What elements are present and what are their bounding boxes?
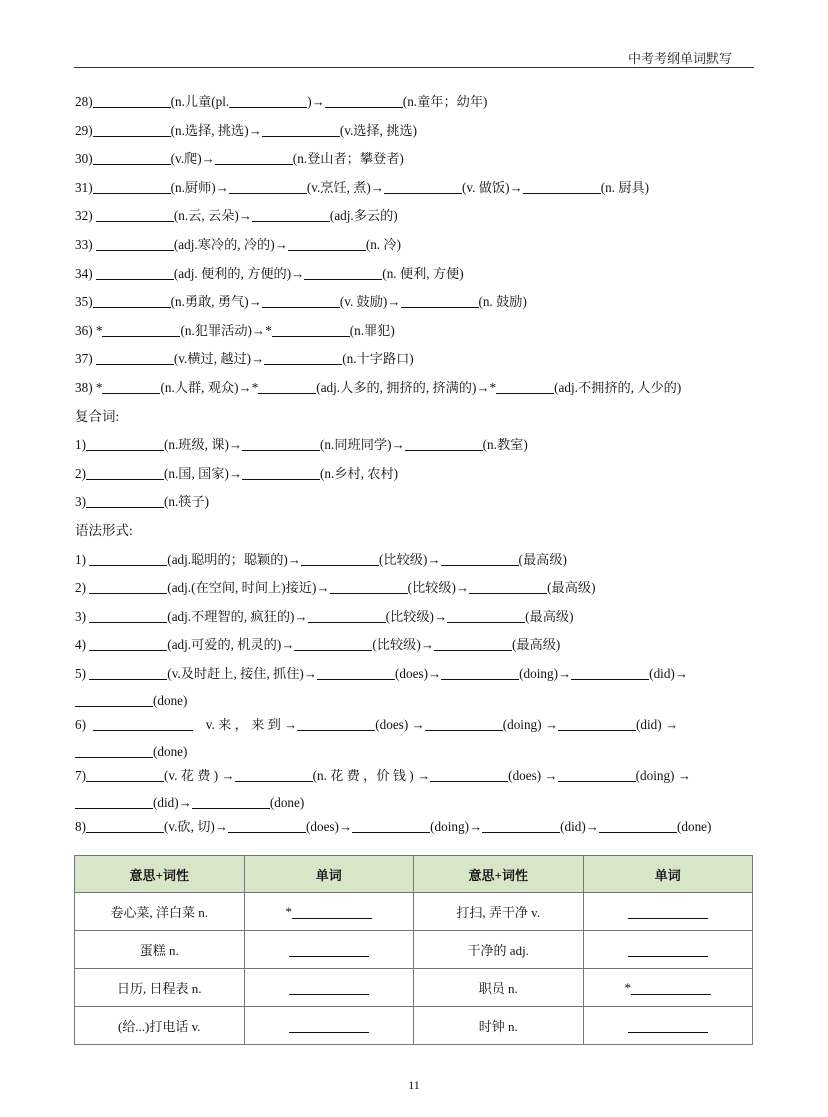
answer-blank[interactable] [86,767,164,782]
answer-blank[interactable] [96,265,174,280]
answer-blank[interactable] [405,436,483,451]
answer-blank[interactable] [86,818,164,833]
meaning-cell: 日历, 日程表 n. [75,969,245,1007]
answer-blank[interactable] [93,716,193,731]
line-text: (n.选择, 挑选)→ [170,122,262,138]
header-word-2: 单词 [583,856,753,893]
line-text: (adj.多云的) [329,208,398,224]
answer-blank[interactable] [75,692,153,707]
line-text: (v.选择, 挑选) [339,122,417,138]
line-text: 2) [75,465,86,481]
line-text: (最高级) [511,637,561,653]
line-text: (n.筷子) [164,494,210,510]
exercise-line-g2 [75,574,765,603]
grammar-section-title: 语法形式: [75,522,133,538]
line-text: (最高级) [518,551,567,567]
exercise-line-l29 [75,117,765,146]
answer-blank[interactable] [308,608,386,623]
answer-blank[interactable] [229,93,307,108]
line-text: 32) [75,208,96,224]
vocab-table [74,855,753,1045]
line-text: (doing) → [635,767,691,783]
answer-blank[interactable] [93,122,171,137]
answer-blank[interactable] [235,767,313,782]
answer-blank[interactable] [242,465,320,480]
exercise-line-g5b [75,687,765,711]
answer-blank[interactable] [258,379,316,394]
answer-blank[interactable] [289,942,369,957]
line-text: 38) * [75,379,103,395]
exercise-line-c1 [75,431,765,460]
answer-blank[interactable] [89,551,167,566]
table-row [75,969,753,1007]
answer-blank[interactable] [599,818,677,833]
answer-blank[interactable] [330,579,408,594]
answer-blank[interactable] [93,93,171,108]
answer-blank[interactable] [384,179,462,194]
line-text: 6) [75,716,93,732]
line-text: (v.及时赶上, 接住, 抓住)→ [167,665,317,681]
word-cell [244,1007,414,1045]
exercise-line-g7b [75,789,765,813]
exercise-line-l38 [75,374,765,403]
line-text: 30) [75,151,93,167]
line-text: (n.教室) [482,437,528,453]
answer-blank[interactable] [292,904,372,919]
line-text: (v. 做饭)→ [462,179,523,195]
exercise-line-g3 [75,603,765,632]
answer-blank[interactable] [430,767,508,782]
line-text: 29) [75,122,93,138]
line-text: (n.同班同学)→ [320,437,405,453]
answer-blank[interactable] [352,818,430,833]
line-text: (v.横过, 越过)→ [173,351,265,367]
meaning-cell: 打扫, 弄干净 v. [414,893,584,931]
answer-blank[interactable] [631,980,711,995]
answer-blank[interactable] [434,636,512,651]
answer-blank[interactable] [242,436,320,451]
answer-blank[interactable] [304,265,382,280]
header-word-1: 单词 [244,856,414,893]
line-text: (v.爬)→ [170,151,215,167]
exercise-line-l33 [75,231,765,260]
line-text: (done) [153,743,188,759]
line-text: (adj.不拥挤的, 人少的) [554,379,682,395]
answer-blank[interactable] [469,579,547,594]
line-text: (n.人群, 观众)→* [160,379,259,395]
answer-blank[interactable] [228,818,306,833]
line-text: (n.儿童(pl. [170,94,230,109]
line-text: (v. 花 费 ) → [164,767,235,783]
exercise-line-c2 [75,460,765,489]
answer-blank[interactable] [289,980,369,995]
line-text: (比较级)→ [385,608,448,624]
answer-blank[interactable] [86,436,164,451]
meaning-cell: 职员 n. [414,969,584,1007]
answer-blank[interactable] [93,179,171,194]
table-row [75,931,753,969]
exercise-line-g4 [75,631,765,660]
answer-blank[interactable] [301,551,379,566]
exercise-line-l31 [75,174,765,203]
answer-blank[interactable] [294,636,372,651]
line-text: (n.童年；幼年) [402,94,488,109]
word-cell [583,893,753,931]
answer-blank[interactable] [93,150,171,165]
answer-blank[interactable] [297,716,375,731]
exercise-content [75,88,765,841]
answer-blank[interactable] [89,665,167,680]
line-text: 5) [75,665,90,681]
line-text: (n. 便利, 方便) [382,265,464,281]
line-text: 7) [75,767,86,783]
answer-blank[interactable] [628,942,708,957]
word-cell [583,969,753,1007]
answer-blank[interactable] [102,379,160,394]
header-meaning-1: 意思+词性 [75,856,245,893]
exercise-line-l34 [75,260,765,289]
table-row [75,893,753,931]
line-text: 35) [75,294,93,310]
meaning-cell: 干净的 adj. [414,931,584,969]
exercise-line-l37 [75,345,765,374]
answer-blank[interactable] [264,350,342,365]
line-text: (n.国, 国家)→ [164,465,243,481]
line-text: 4) [75,637,90,653]
line-text: (doing) → [502,716,559,732]
line-text: (adj.人多的, 拥挤的, 挤满的)→* [316,379,497,395]
meaning-cell: (给...)打电话 v. [75,1007,245,1045]
line-text: (n. 花 费 ，价 钱 ) → [312,767,431,783]
answer-blank[interactable] [441,665,519,680]
answer-blank[interactable] [229,179,307,194]
answer-blank[interactable] [628,904,708,919]
line-text: (adj.不理智的, 疯狂的)→ [167,608,308,624]
exercise-line-g1 [75,546,765,575]
line-text: (adj.(在空间, 时间上)接近)→ [167,580,330,596]
exercise-line-l30 [75,145,765,174]
answer-blank[interactable] [447,608,525,623]
line-text: (n. 鼓励) [478,294,527,310]
answer-blank[interactable] [86,465,164,480]
line-text: (n.十字路口) [342,351,414,367]
answer-blank[interactable] [558,716,636,731]
answer-blank[interactable] [325,93,403,108]
line-text: (v.砍, 切)→ [164,818,228,834]
word-prefix: * [285,903,292,919]
line-text: (n.云, 云朵)→ [173,208,252,224]
exercise-line-l28 [75,88,765,117]
line-text: (n.勇敢, 勇气)→ [170,294,262,310]
answer-blank[interactable] [441,551,519,566]
line-text: (did)→ [153,794,192,810]
exercise-line-g6b [75,738,765,762]
line-text: 34) [75,265,96,281]
line-text: (done) [269,794,305,810]
line-text: (最高级) [547,580,596,596]
page-number: 11 [408,1078,420,1092]
line-text: (比较级)→ [372,637,434,653]
line-text: (did)→ [649,665,688,681]
answer-blank[interactable] [571,665,649,680]
word-cell [244,893,414,931]
answer-blank[interactable] [401,293,479,308]
line-text: (最高级) [525,608,574,624]
answer-blank[interactable] [482,818,560,833]
line-text: 31) [75,179,93,195]
answer-blank[interactable] [89,636,167,651]
answer-blank[interactable] [496,379,554,394]
compound-section-title: 复合词: [75,408,120,424]
header-meaning-2: 意思+词性 [414,856,584,893]
line-text: 1) [75,551,90,567]
meaning-cell: 卷心菜, 洋白菜 n. [75,893,245,931]
line-text: 3) [75,494,86,510]
answer-blank[interactable] [317,665,395,680]
line-text: 1) [75,437,86,453]
answer-blank[interactable] [628,1018,708,1033]
answer-blank[interactable] [558,767,636,782]
answer-blank[interactable] [86,493,164,508]
answer-blank[interactable] [262,293,340,308]
line-text: (n. 厨具) [600,179,650,195]
word-cell [244,969,414,1007]
line-text: (adj. 便利的, 方便的)→ [173,265,305,281]
answer-blank[interactable] [262,122,340,137]
line-text: (adj.聪明的；聪颖的)→ [167,551,301,567]
meaning-cell: 蛋糕 n. [75,931,245,969]
header-divider [74,67,754,68]
table-row [75,1007,753,1045]
answer-blank[interactable] [272,322,350,337]
answer-blank[interactable] [96,236,174,251]
answer-blank[interactable] [89,608,167,623]
line-text: 36) * [75,322,103,338]
line-text: (v. 鼓励)→ [339,294,401,310]
line-text: )→ [307,94,325,109]
line-text: (n.犯罪活动)→* [180,322,272,338]
line-text: (n. 冷) [365,236,401,252]
word-cell [244,931,414,969]
line-text: (比较级)→ [407,580,470,596]
line-text: (does)→ [395,665,442,681]
answer-blank[interactable] [523,179,601,194]
answer-blank[interactable] [215,150,293,165]
answer-blank[interactable] [75,743,153,758]
meaning-cell: 时钟 n. [414,1007,584,1045]
word-prefix: * [624,979,631,995]
line-text: (n.班级, 课)→ [164,437,243,453]
exercise-line-l35 [75,288,765,317]
exercise-line-g8 [75,813,765,842]
exercise-line-l36 [75,317,765,346]
line-text: (v.烹饪, 煮)→ [306,179,385,195]
answer-blank[interactable] [96,207,174,222]
line-text: (adj.寒冷的, 冷的)→ [173,236,288,252]
line-text: 3) [75,608,90,624]
answer-blank[interactable] [102,322,180,337]
exercise-line-g6a [75,711,765,738]
answer-blank[interactable] [252,207,330,222]
line-text: (does) → [375,716,425,732]
line-text: (doing)→ [430,818,483,834]
answer-blank[interactable] [96,350,174,365]
line-text: (does) → [508,767,558,783]
line-text: (比较级)→ [379,551,441,567]
exercise-line-c3 [75,488,765,517]
answer-blank[interactable] [288,236,366,251]
answer-blank[interactable] [192,794,270,809]
line-text: (n.厨师)→ [170,179,229,195]
exercise-line-l32 [75,202,765,231]
line-text: 28) [75,94,93,109]
answer-blank[interactable] [89,579,167,594]
line-text: v. 来 ， 来 到 → [192,716,298,732]
line-text: (does)→ [305,818,353,834]
line-text: (adj.可爱的, 机灵的)→ [167,637,295,653]
exercise-line-g7a [75,762,765,789]
line-text: (n.乡村, 农村) [320,465,399,481]
answer-blank[interactable] [93,293,171,308]
line-text: (did) → [636,716,679,732]
word-cell [583,931,753,969]
line-text: 33) [75,236,96,252]
line-text: 37) [75,351,96,367]
answer-blank[interactable] [75,794,153,809]
page-header-title: 中考考纲单词默写 [627,51,732,66]
line-text: (did)→ [560,818,599,834]
line-text: 8) [75,818,86,834]
line-text: (n.罪犯) [349,322,395,338]
line-text: (n.登山者；攀登者) [292,151,404,167]
line-text: (done) [153,692,188,708]
line-text: 2) [75,580,90,596]
line-text: (doing)→ [519,665,572,681]
answer-blank[interactable] [289,1018,369,1033]
exercise-line-g5a [75,660,765,687]
answer-blank[interactable] [425,716,503,731]
word-cell [583,1007,753,1045]
table-header-row [75,856,753,893]
line-text: (done) [676,818,712,834]
